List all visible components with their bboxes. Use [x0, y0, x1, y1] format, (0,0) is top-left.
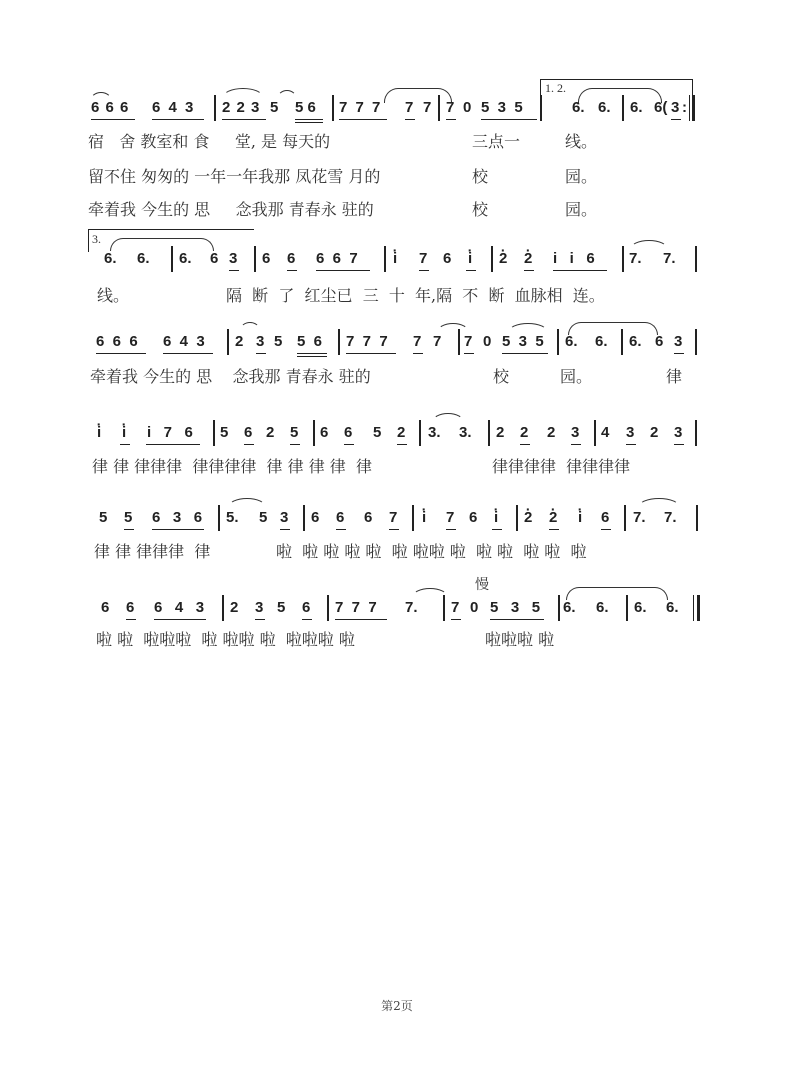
underline: [524, 270, 534, 271]
barline: [443, 595, 445, 621]
underline: [152, 119, 204, 120]
underline: [316, 270, 370, 271]
lyric-verse-2: 园。: [565, 167, 598, 186]
barline: [218, 505, 220, 531]
note: 2: [235, 333, 244, 350]
barline: [213, 420, 215, 446]
barline: [695, 246, 697, 272]
note: 6: [210, 250, 219, 267]
note: 7: [451, 599, 460, 616]
note: 0: [463, 99, 472, 116]
note: 5: [124, 509, 133, 526]
note: 6: [655, 333, 664, 350]
note: 7.: [405, 599, 418, 616]
underline: [222, 119, 266, 120]
note: 6.: [104, 250, 117, 267]
underline: [446, 119, 456, 120]
lyric-verse-3: 校: [472, 200, 489, 219]
barline: [621, 329, 623, 355]
note: 6: [320, 424, 329, 441]
underline: [346, 353, 396, 354]
note: 2: [547, 424, 556, 441]
note-high: · i: [468, 250, 472, 268]
underline: [287, 270, 297, 271]
note-group: 5 3 5: [481, 99, 523, 116]
lyric: 律: [666, 367, 683, 386]
underline: [163, 353, 213, 354]
final-barline-thick: [697, 595, 700, 621]
note-group: 6 6 6: [96, 333, 138, 350]
barline: [222, 595, 224, 621]
underline: [549, 529, 559, 530]
note: 7.: [663, 250, 676, 267]
note: 5: [274, 333, 283, 350]
underline: [297, 353, 327, 354]
note: 3.: [459, 424, 472, 441]
underline: [671, 119, 681, 120]
note: 2: [230, 599, 239, 616]
lyric: 律律律律 律律律律: [492, 457, 631, 476]
barline: [303, 505, 305, 531]
note: 6: [469, 509, 478, 526]
note: 6.: [596, 599, 609, 616]
note: 6: [336, 509, 345, 526]
note-high: · i: [97, 424, 101, 442]
lyric-verse-2: 留不住 匆匆的 一年一年我那 凤花雪 月的: [88, 167, 381, 186]
note-group: 6 4 3: [152, 99, 194, 116]
note: 5: [99, 509, 108, 526]
slur: [437, 323, 469, 332]
underline: [405, 119, 415, 120]
lyric-verse-3: 园。: [565, 200, 598, 219]
repeat-sign: :: [682, 99, 687, 116]
note: 3: [671, 99, 680, 116]
underline: [481, 119, 537, 120]
note-group: 7 7 7: [335, 599, 377, 616]
barline: [488, 420, 490, 446]
note-high: · i: [122, 424, 126, 442]
lyric: 啦啦啦 啦: [485, 630, 555, 649]
barline: [626, 595, 628, 621]
note-high: · i: [578, 509, 582, 527]
note-group: i i 6: [553, 250, 595, 267]
underline: [229, 270, 239, 271]
note: 7: [433, 333, 442, 350]
barline: [313, 420, 315, 446]
note: 2: [266, 424, 275, 441]
note: 6.: [137, 250, 150, 267]
underline: [96, 353, 146, 354]
slur: [630, 240, 668, 249]
barline: [227, 329, 229, 355]
barline: [384, 246, 386, 272]
underline: [124, 529, 134, 530]
barline: [419, 420, 421, 446]
slur: [638, 498, 680, 507]
note: 7: [389, 509, 398, 526]
underline: [492, 529, 502, 530]
note: 3.: [428, 424, 441, 441]
note: 3: [280, 509, 289, 526]
underline: [302, 619, 312, 620]
note: 7: [413, 333, 422, 350]
barline: [458, 329, 460, 355]
note: 5: [290, 424, 299, 441]
note-high: · 2: [524, 250, 532, 268]
underline: [464, 353, 474, 354]
barline-repeat-end: [689, 95, 690, 121]
note: 7: [419, 250, 428, 267]
note: 2: [397, 424, 406, 441]
note: 6: [601, 509, 610, 526]
barline: [695, 420, 697, 446]
lyric-verse-1: 线。: [565, 132, 598, 151]
lyric: 律 律 律律律 律: [94, 542, 211, 561]
underline: [336, 529, 346, 530]
note-high: · i: [494, 509, 498, 527]
note: 6: [287, 250, 296, 267]
underline: [490, 619, 544, 620]
barline: [624, 505, 626, 531]
note-group: 5 3 5: [490, 599, 541, 616]
barline: [695, 329, 697, 355]
underline: [280, 529, 290, 530]
underline: [451, 619, 461, 620]
note: 3: [255, 599, 264, 616]
underline: [154, 619, 206, 620]
note: 6: [126, 599, 135, 616]
note-high: · 2: [499, 250, 507, 268]
slur: [568, 322, 658, 335]
barline: [332, 95, 334, 121]
barline: [214, 95, 216, 121]
note: 5: [373, 424, 382, 441]
lyric: 律 律 律律律 律律律律 律 律 律 律 律: [92, 457, 372, 476]
barline: [696, 505, 698, 531]
note-group: 6 6 7: [316, 250, 358, 267]
note: 7.: [664, 509, 677, 526]
lyric: 啦 啦 啦啦啦 啦 啦啦 啦 啦啦啦 啦: [96, 630, 355, 649]
volta-label: 1. 2.: [545, 81, 566, 95]
underline: [244, 444, 254, 445]
note-group: 5 6: [295, 99, 316, 116]
note: 6: [302, 599, 311, 616]
note: 5: [259, 509, 268, 526]
note-high: · 2: [549, 509, 557, 527]
lyric-verse-2: 校: [472, 167, 489, 186]
underline: [120, 444, 130, 445]
barline: [622, 246, 624, 272]
note-high: · i: [422, 509, 426, 527]
note: 6: [364, 509, 373, 526]
note: 3: [256, 333, 265, 350]
lyric: 隔 断 了 红尘已 三 十 年,隔 不 断 血脉相 连。: [226, 286, 605, 305]
lyric: 啦 啦 啦 啦 啦 啦 啦啦 啦 啦 啦 啦 啦 啦: [276, 542, 587, 561]
note: 0: [470, 599, 479, 616]
underline: [344, 444, 354, 445]
note: 6(: [654, 99, 668, 116]
slur: [277, 90, 297, 99]
note: 5.: [226, 509, 239, 526]
note-group: 6 4 3: [154, 599, 205, 616]
underline: [419, 270, 429, 271]
note-group: i 7 6: [147, 424, 193, 441]
note: 7: [405, 99, 414, 116]
underline: [413, 353, 423, 354]
note: 3: [674, 424, 683, 441]
slur: [508, 323, 548, 332]
barline: [491, 246, 493, 272]
underline: [601, 529, 611, 530]
barline: [412, 505, 414, 531]
underline: [146, 444, 200, 445]
note-group: 6 4 3: [163, 333, 205, 350]
note: 2: [496, 424, 505, 441]
note-group: 7 7 7: [339, 99, 381, 116]
underline: [626, 444, 636, 445]
note-group: 5 3 5: [502, 333, 544, 350]
page-number: 第2页: [381, 999, 413, 1013]
slur: [228, 498, 266, 507]
underline: [126, 619, 136, 620]
barline: [557, 329, 559, 355]
note: 6: [443, 250, 452, 267]
note: 7: [446, 509, 455, 526]
note-group: 6 3 6: [152, 509, 203, 526]
note: 4: [601, 424, 610, 441]
note: 7.: [629, 250, 642, 267]
underline: [397, 444, 407, 445]
barline: [516, 505, 518, 531]
note-high: · i: [393, 250, 397, 268]
note: 6: [311, 509, 320, 526]
note: 7.: [633, 509, 646, 526]
note: 6.: [666, 599, 679, 616]
underline: [502, 353, 548, 354]
lyric-verse-1: 宿 舍 教室和 食 堂, 是 每天的: [88, 132, 331, 151]
barline: [594, 420, 596, 446]
note: 7: [423, 99, 432, 116]
note: 3: [626, 424, 635, 441]
note: 3: [229, 250, 238, 267]
slur: [110, 238, 214, 251]
note: 7: [464, 333, 473, 350]
underline: [389, 529, 399, 530]
note: 6: [344, 424, 353, 441]
note: 5: [270, 99, 279, 116]
underline: [295, 119, 323, 120]
note: 3: [571, 424, 580, 441]
slur: [384, 88, 452, 103]
barline: [254, 246, 256, 272]
note: 6.: [179, 250, 192, 267]
note: 2: [650, 424, 659, 441]
note: 7: [446, 99, 455, 116]
tempo-mark-slow: 慢: [475, 577, 489, 593]
note: 6.: [598, 99, 611, 116]
underline: [446, 529, 456, 530]
underline-double: [297, 356, 327, 357]
note-group: 2 2 3: [222, 99, 260, 116]
underline: [553, 270, 607, 271]
underline: [520, 444, 530, 445]
slur: [240, 322, 260, 330]
note: 0: [483, 333, 492, 350]
underline: [335, 619, 387, 620]
note: 2: [520, 424, 529, 441]
barline: [438, 95, 440, 121]
note: 5: [277, 599, 286, 616]
barline: [338, 329, 340, 355]
underline: [290, 444, 300, 445]
lyric: 园。: [560, 367, 593, 386]
barline: [558, 595, 560, 621]
note: 6.: [595, 333, 608, 350]
lyric: 校: [493, 367, 510, 386]
note: 6: [101, 599, 110, 616]
underline-double: [295, 122, 323, 123]
lyric: 线。: [97, 286, 130, 305]
note-group: 7 7 7: [346, 333, 388, 350]
underline: [152, 529, 204, 530]
lyric-verse-3: 牵着我 今生的 思 念我那 青春永 驻的: [88, 200, 374, 219]
note-high: · 2: [524, 509, 532, 527]
barline: [622, 95, 624, 121]
note: 3: [674, 333, 683, 350]
note: 6.: [634, 599, 647, 616]
underline: [466, 270, 476, 271]
barline: [327, 595, 329, 621]
lyric: 牵着我 今生的 思 念我那 青春永 驻的: [90, 367, 371, 386]
underline: [91, 119, 135, 120]
barline-repeat-end-thick: [692, 95, 695, 121]
volta-label: 3.: [92, 232, 101, 246]
underline: [339, 119, 387, 120]
underline: [674, 444, 684, 445]
note: 5: [220, 424, 229, 441]
note: 6: [262, 250, 271, 267]
note: 6.: [565, 333, 578, 350]
note: 6.: [630, 99, 643, 116]
note-group: 6 6 6: [91, 99, 129, 116]
slur: [566, 587, 668, 600]
slur: [222, 88, 264, 98]
note: 6: [244, 424, 253, 441]
final-barline-thin: [693, 595, 694, 621]
slur: [432, 413, 464, 422]
underline: [255, 619, 265, 620]
underline: [571, 444, 581, 445]
note: 6.: [572, 99, 585, 116]
barline: [171, 246, 173, 272]
underline: [674, 353, 684, 354]
note-group: 5 6: [297, 333, 323, 350]
note: 6.: [629, 333, 642, 350]
barline: [540, 95, 542, 121]
note: 6.: [563, 599, 576, 616]
lyric-verse-1: 三点一: [472, 132, 521, 151]
underline: [256, 353, 266, 354]
